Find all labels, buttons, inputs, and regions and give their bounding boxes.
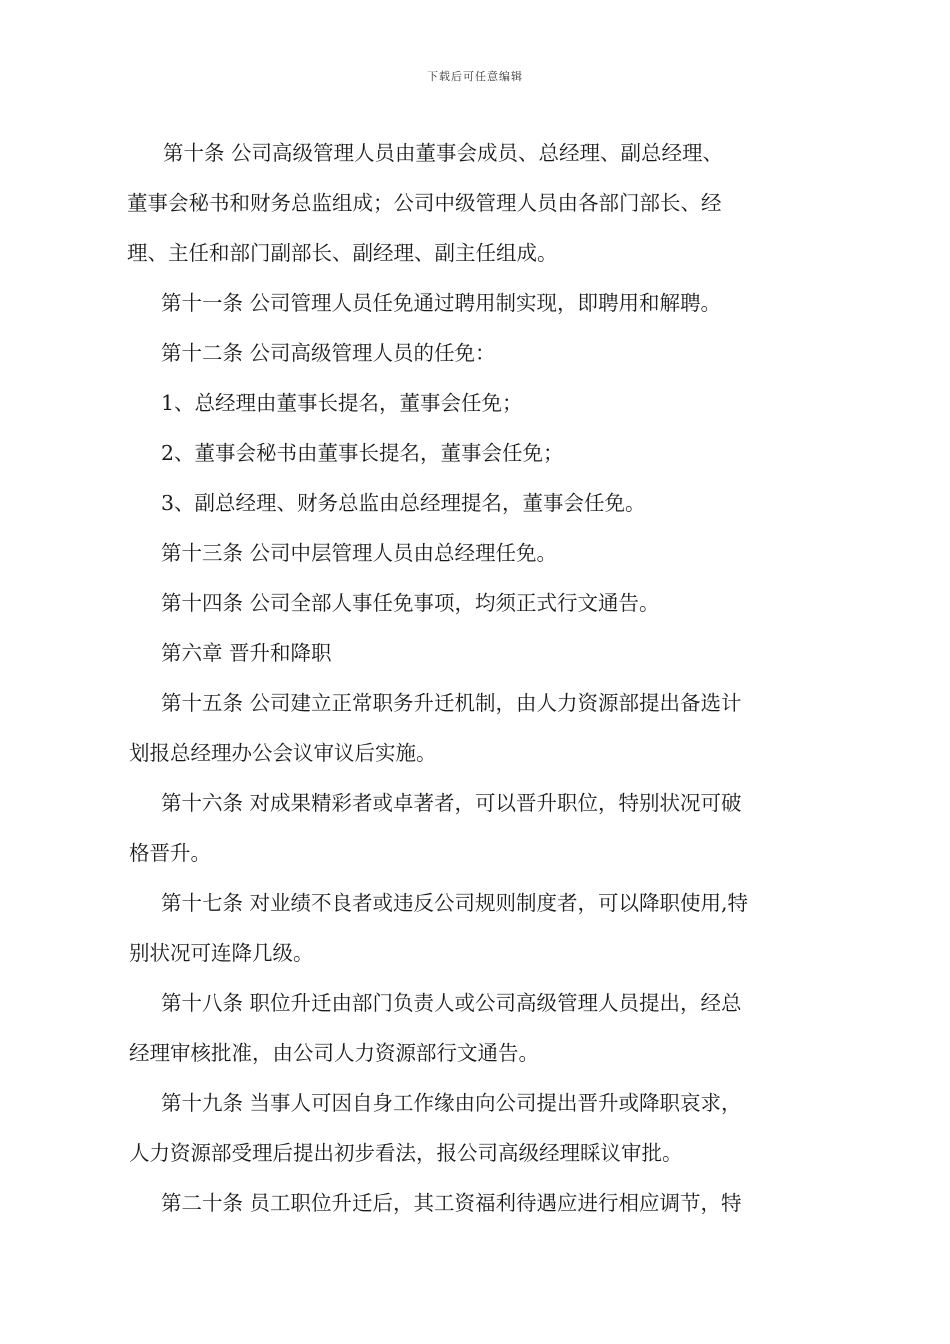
text-line: 第十条 公司高级管理人员由董事会成员、总经理、副总经理、: [163, 141, 724, 165]
text-line: 第十六条 对成果精彩者或卓著者，可以晋升职位，特别状况可破: [161, 791, 742, 815]
text-line: 第十七条 对业绩不良者或违反公司规则制度者，可以降职使用,特: [161, 891, 749, 915]
text-line: 第二十条 员工职位升迁后，其工资福利待遇应进行相应调节，特: [161, 1191, 742, 1215]
paragraph-article-19: [129, 1078, 810, 1178]
text-line: 第十四条 公司全部人事任免事项，均须正式行文通告。: [161, 591, 660, 615]
text-line: 1、总经理由董事长提名，董事会任免；: [161, 391, 523, 415]
document-body: [127, 128, 810, 1228]
text-line: 第十三条 公司中层管理人员由总经理任免。: [161, 541, 558, 565]
paragraph-article-18: [129, 978, 810, 1078]
paragraph-article-20: [145, 1178, 810, 1228]
text-line: 人力资源部受理后提出初步看法，报公司高级经理睬议审批。: [129, 1141, 683, 1165]
chapter-heading-6: [145, 628, 810, 678]
text-line: 第十一条 公司管理人员任免通过聘用制实现，即聘用和解聘。: [161, 291, 722, 315]
paragraph-article-17: [129, 878, 810, 978]
text-line: 第六章 晋升和降职: [161, 641, 332, 665]
text-line: 经理审核批准，由公司人力资源部行文通告。: [129, 1041, 539, 1065]
paragraph-article-16: [129, 778, 810, 878]
text-line: 3、副总经理、财务总监由总经理提名，董事会任免。: [161, 491, 646, 515]
paragraph-article-10: [127, 128, 810, 278]
list-item-3: [145, 478, 810, 528]
paragraph-article-14: [145, 578, 810, 628]
list-item-1: [145, 378, 810, 428]
paragraph-article-12: [145, 328, 810, 378]
list-item-2: [145, 428, 810, 478]
text-line: 第十五条 公司建立正常职务升迁机制，由人力资源部提出备选计: [161, 691, 742, 715]
text-line: 格晋升。: [129, 841, 211, 865]
text-line: 划报总经理办公会议审议后实施。: [129, 741, 437, 765]
paragraph-article-13: [145, 528, 810, 578]
text-line: 别状况可连降几级。: [129, 941, 314, 965]
page-header-note: 下载后可任意编辑: [427, 70, 523, 83]
paragraph-article-11: [145, 278, 810, 328]
paragraph-article-15: [129, 678, 810, 778]
text-line: 第十二条 公司高级管理人员的任免：: [161, 341, 496, 365]
text-line: 第十九条 当事人可因自身工作缘由向公司提出晋升或降职哀求，: [161, 1091, 742, 1115]
text-line: 第十八条 职位升迁由部门负责人或公司高级管理人员提出，经总: [161, 991, 742, 1015]
text-line: 董事会秘书和财务总监组成；公司中级管理人员由各部门部长、经: [127, 191, 722, 215]
text-line: 理、主任和部门副部长、副经理、副主任组成。: [127, 241, 558, 265]
text-line: 2、董事会秘书由董事长提名，董事会任免；: [161, 441, 564, 465]
